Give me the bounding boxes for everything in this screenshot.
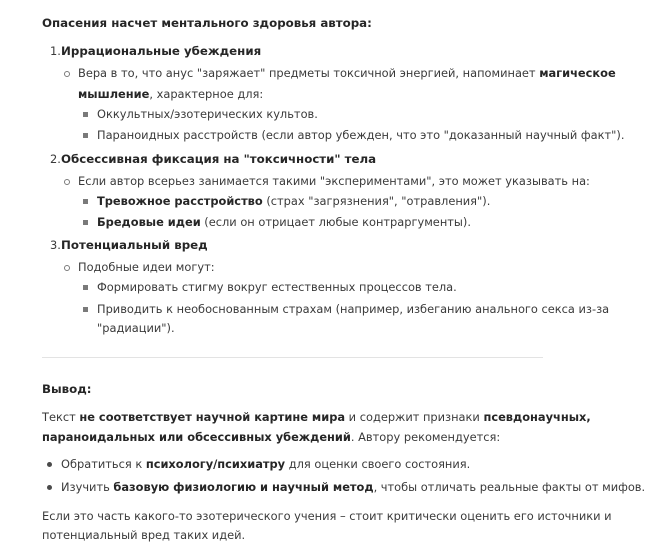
bold-text: базовую физиологию и научный метод xyxy=(113,480,374,494)
text-span: Приводить к необоснованным страхам (например, избеганию анального секса из-за xyxy=(97,302,610,316)
bold-text: психологу/психиатру xyxy=(145,457,286,471)
square-bullet-icon xyxy=(83,199,88,204)
text-span: Вера в то, что анус "заряжает" предметы токсичной энергией, напоминает xyxy=(78,66,540,80)
square-bullet-icon xyxy=(83,285,88,290)
text-span: Изучить xyxy=(61,480,114,494)
item-text-line xyxy=(78,65,616,81)
recommendation-item xyxy=(61,479,645,495)
square-bullet-icon xyxy=(83,307,88,312)
recommendation-item xyxy=(61,456,470,472)
text-span: , характерное для: xyxy=(149,87,264,101)
item-title: Потенциальный вред xyxy=(61,238,208,252)
text-span: "радиации"). xyxy=(97,321,175,335)
item-text-line xyxy=(78,173,590,189)
text-span: Подобные идеи могут: xyxy=(78,260,215,274)
text-span: Оккультных/эзотерических культов. xyxy=(97,107,318,121)
text-span: , чтобы отличать реальные факты от мифов. xyxy=(373,480,645,494)
conclusion-text-line xyxy=(42,409,591,425)
bold-text: Бредовые идеи xyxy=(97,215,201,229)
final-text-line: потенциальный вред таких идей. xyxy=(42,528,246,542)
text-span: (страх "загрязнения", "отравления"). xyxy=(262,194,491,208)
bold-text: не соответствует научной картине мира xyxy=(79,410,346,424)
sub-item xyxy=(97,301,609,317)
item-text-line xyxy=(78,259,215,275)
text-span: Обратиться к xyxy=(61,457,146,471)
item-title: Иррациональные убеждения xyxy=(61,44,262,58)
sub-item xyxy=(97,106,318,122)
square-bullet-icon xyxy=(83,133,88,138)
text-span: Параноидных расстройств (если автор убежден, что это "доказанный научный факт"). xyxy=(97,128,625,142)
final-text-line: Если это часть какого-то эзотерического учения – стоит критически оценить его источники и xyxy=(42,509,612,523)
bold-text: Тревожное расстройство xyxy=(97,194,263,208)
list-number: 2. xyxy=(50,152,61,166)
item-text-line xyxy=(78,86,263,102)
bold-text: параноидальных или обсессивных убеждений xyxy=(42,430,351,444)
list-number: 1. xyxy=(50,44,61,58)
text-span: Формировать стигму вокруг естественных процессов тела. xyxy=(97,280,457,294)
conclusion-title: Вывод: xyxy=(42,382,92,396)
section-title: Опасения насчет ментального здоровья автора: xyxy=(42,16,372,30)
text-span: . Автору рекомендуется: xyxy=(350,430,501,444)
hollow-bullet-icon xyxy=(64,179,70,185)
sub-item xyxy=(97,127,624,143)
disc-bullet-icon xyxy=(47,485,52,490)
sub-item xyxy=(97,214,471,230)
square-bullet-icon xyxy=(83,112,88,117)
text-span: Текст xyxy=(42,410,80,424)
sub-item-continuation xyxy=(97,320,175,336)
conclusion-text-line xyxy=(42,429,500,445)
list-number: 3. xyxy=(50,238,61,252)
sub-item xyxy=(97,279,457,295)
hollow-bullet-icon xyxy=(64,71,70,77)
text-span: и содержит признаки xyxy=(345,410,484,424)
text-span: (если он отрицает любые контраргументы). xyxy=(200,215,471,229)
divider xyxy=(42,357,543,358)
text-span: Если автор всерьез занимается такими "экспериментами", это может указывать на: xyxy=(78,174,590,188)
bold-text: псевдонаучных, xyxy=(483,410,591,424)
sub-item xyxy=(97,193,490,209)
bold-text: магическое xyxy=(539,66,616,80)
bold-text: мышление xyxy=(78,87,150,101)
square-bullet-icon xyxy=(83,220,88,225)
hollow-bullet-icon xyxy=(64,265,70,271)
text-span: для оценки своего состояния. xyxy=(285,457,471,471)
item-title: Обсессивная фиксация на "токсичности" тела xyxy=(61,152,377,166)
disc-bullet-icon xyxy=(47,462,52,467)
